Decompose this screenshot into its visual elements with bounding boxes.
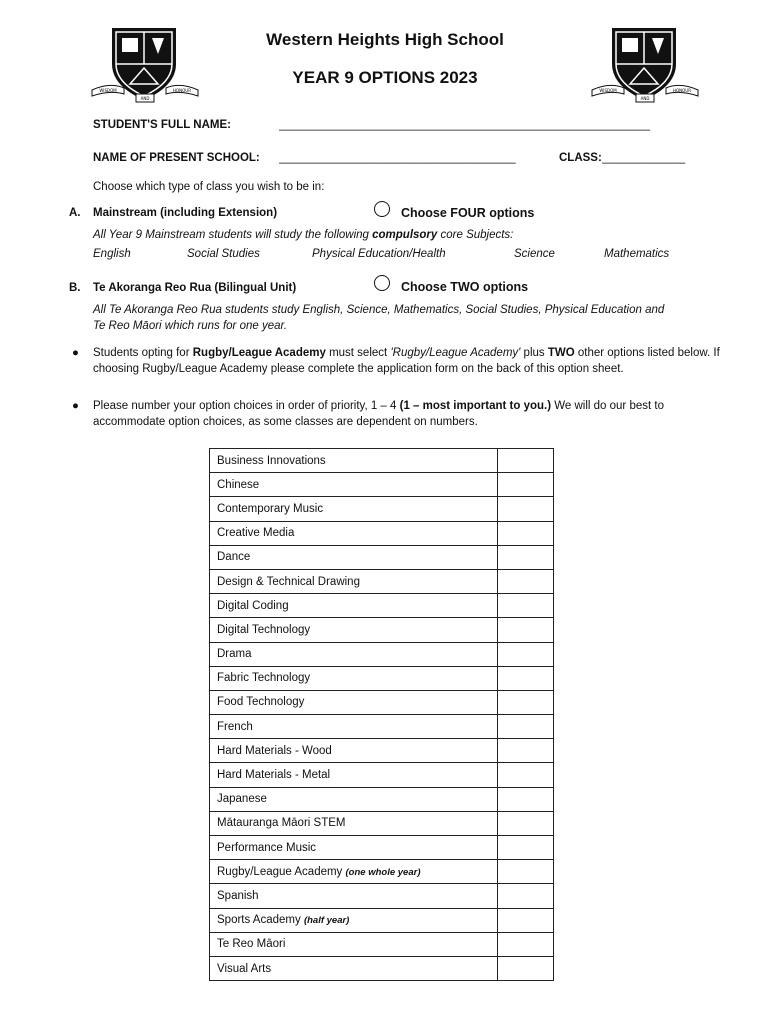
student-name-label: STUDENT'S FULL NAME: <box>93 119 231 131</box>
option-label: Performance Music <box>217 841 317 854</box>
table-row <box>210 569 554 593</box>
subject-pe-health: Physical Education/Health <box>312 248 446 260</box>
option-note: (half year) <box>303 915 350 927</box>
school-crest-left <box>90 24 200 104</box>
bullet-priority: ● Please number your option choices in order of priority, 1 – 4 (1 – most important to you.) We will do our best to accommodate option choices, as some classes are dependent on numbers. <box>72 400 664 428</box>
option-priority-cell[interactable] <box>498 449 554 473</box>
subject-social-studies: Social Studies <box>187 248 260 260</box>
section-a-title: Mainstream (including Extension) <box>93 207 278 219</box>
bullet-dot-icon: ● <box>72 347 79 359</box>
option-label: Dance <box>217 551 251 564</box>
option-name <box>210 811 498 835</box>
form-title: YEAR 9 OPTIONS 2023 <box>292 68 478 87</box>
subject-science: Science <box>514 248 555 260</box>
option-priority-cell[interactable] <box>498 521 554 545</box>
school-name: Western Heights High School <box>266 30 504 49</box>
crest-motto-middle: AND <box>140 96 150 101</box>
table-row <box>210 956 554 980</box>
option-name <box>210 956 498 980</box>
options-table <box>209 448 554 981</box>
table-row <box>210 908 554 932</box>
subject-english: English <box>93 248 131 260</box>
option-label: Sports Academy <box>217 914 301 927</box>
option-label: French <box>217 720 253 733</box>
option-label: Digital Technology <box>217 623 311 636</box>
option-label: Creative Media <box>217 527 295 540</box>
option-priority-cell[interactable] <box>498 860 554 884</box>
table-row <box>210 545 554 569</box>
crest-motto-left: WISDOM <box>599 88 617 93</box>
option-priority-cell[interactable] <box>498 473 554 497</box>
table-row <box>210 594 554 618</box>
table-row <box>210 739 554 763</box>
option-label: Business Innovations <box>217 454 326 467</box>
option-label: Mātauranga Māori STEM <box>217 817 346 830</box>
option-name <box>210 860 498 884</box>
option-name <box>210 666 498 690</box>
option-priority-cell[interactable] <box>498 908 554 932</box>
option-note: (one whole year) <box>345 866 421 878</box>
option-name <box>210 618 498 642</box>
option-name <box>210 739 498 763</box>
option-label: Drama <box>217 648 252 661</box>
option-label: Visual Arts <box>217 962 272 975</box>
bullet-rugby-league: ● Students opting for Rugby/League Academy must select 'Rugby/League Academy' plus TWO other options listed below. If choosing Rugby/League Academy please complete the application form on the back of this option sheet. <box>72 347 720 375</box>
table-row <box>210 884 554 908</box>
table-row <box>210 836 554 860</box>
table-row <box>210 666 554 690</box>
option-label: Design & Technical Drawing <box>217 575 360 588</box>
section-a-choose: Choose FOUR options <box>401 206 535 220</box>
section-b-letter: B. <box>69 282 81 294</box>
table-row <box>210 618 554 642</box>
table-row <box>210 497 554 521</box>
option-priority-cell[interactable] <box>498 811 554 835</box>
subject-mathematics: Mathematics <box>604 248 670 260</box>
table-row <box>210 690 554 714</box>
option-priority-cell[interactable] <box>498 763 554 787</box>
crest-motto-left: WISDOM <box>99 88 117 93</box>
bullet-dot-icon: ● <box>72 400 79 412</box>
table-row <box>210 642 554 666</box>
option-priority-cell[interactable] <box>498 884 554 908</box>
option-priority-cell[interactable] <box>498 666 554 690</box>
option-priority-cell[interactable] <box>498 569 554 593</box>
table-row <box>210 787 554 811</box>
crest-motto-middle: AND <box>640 96 650 101</box>
option-label: Digital Coding <box>217 599 289 612</box>
crest-motto-right: HONOUR <box>672 88 692 93</box>
option-label: Japanese <box>217 793 267 806</box>
option-name <box>210 884 498 908</box>
table-row <box>210 811 554 835</box>
option-name <box>210 787 498 811</box>
option-label: Hard Materials - Wood <box>217 744 332 757</box>
option-name <box>210 449 498 473</box>
option-name <box>210 521 498 545</box>
table-row <box>210 473 554 497</box>
crest-motto-right: HONOUR <box>172 88 192 93</box>
section-a-letter: A. <box>69 207 81 219</box>
section-b-choose: Choose TWO options <box>401 280 529 294</box>
option-priority-cell[interactable] <box>498 545 554 569</box>
student-name-field[interactable]: __________________________________________________________ <box>279 119 650 131</box>
option-label: Food Technology <box>217 696 305 709</box>
school-crest-right <box>590 24 700 104</box>
option-name <box>210 836 498 860</box>
option-name <box>210 642 498 666</box>
option-priority-cell[interactable] <box>498 690 554 714</box>
section-b-description-line1: All Te Akoranga Reo Rua students study English, Science, Mathematics, Social Studies, Physical Education and <box>93 304 665 316</box>
present-school-label: NAME OF PRESENT SCHOOL: <box>93 152 260 164</box>
option-name <box>210 715 498 739</box>
option-name <box>210 497 498 521</box>
table-row <box>210 449 554 473</box>
present-school-field[interactable]: _____________________________________ <box>279 152 516 164</box>
option-priority-cell[interactable] <box>498 497 554 521</box>
table-row <box>210 715 554 739</box>
table-row <box>210 860 554 884</box>
option-name <box>210 473 498 497</box>
section-a-radio[interactable] <box>374 201 390 217</box>
intro-text: Choose which type of class you wish to be in: <box>93 181 325 193</box>
option-priority-cell[interactable] <box>498 932 554 956</box>
option-label: Rugby/League Academy <box>217 865 343 878</box>
table-row <box>210 932 554 956</box>
option-name <box>210 690 498 714</box>
option-name <box>210 763 498 787</box>
option-priority-cell[interactable] <box>498 642 554 666</box>
option-priority-cell[interactable] <box>498 836 554 860</box>
option-label: Hard Materials - Metal <box>217 769 331 782</box>
section-b-description-line2: Te Reo Māori which runs for one year. <box>93 320 288 332</box>
option-name <box>210 908 498 932</box>
option-name <box>210 932 498 956</box>
option-priority-cell[interactable] <box>498 956 554 980</box>
option-priority-cell[interactable] <box>498 787 554 811</box>
option-name <box>210 569 498 593</box>
section-a-description: All Year 9 Mainstream students will study the following compulsory core Subjects: <box>93 229 514 241</box>
table-row <box>210 521 554 545</box>
option-priority-cell[interactable] <box>498 715 554 739</box>
section-b-title: Te Akoranga Reo Rua (Bilingual Unit) <box>93 282 297 294</box>
section-b-radio[interactable] <box>374 275 390 291</box>
option-label: Te Reo Māori <box>217 938 286 951</box>
option-label: Contemporary Music <box>217 502 324 515</box>
option-priority-cell[interactable] <box>498 618 554 642</box>
option-label: Chinese <box>217 478 260 491</box>
table-row <box>210 763 554 787</box>
option-priority-cell[interactable] <box>498 594 554 618</box>
option-priority-cell[interactable] <box>498 739 554 763</box>
option-name <box>210 545 498 569</box>
class-label: CLASS: <box>559 152 602 164</box>
option-name <box>210 594 498 618</box>
option-label: Fabric Technology <box>217 672 311 685</box>
option-label: Spanish <box>217 889 259 902</box>
class-field[interactable]: _____________ <box>602 152 686 164</box>
